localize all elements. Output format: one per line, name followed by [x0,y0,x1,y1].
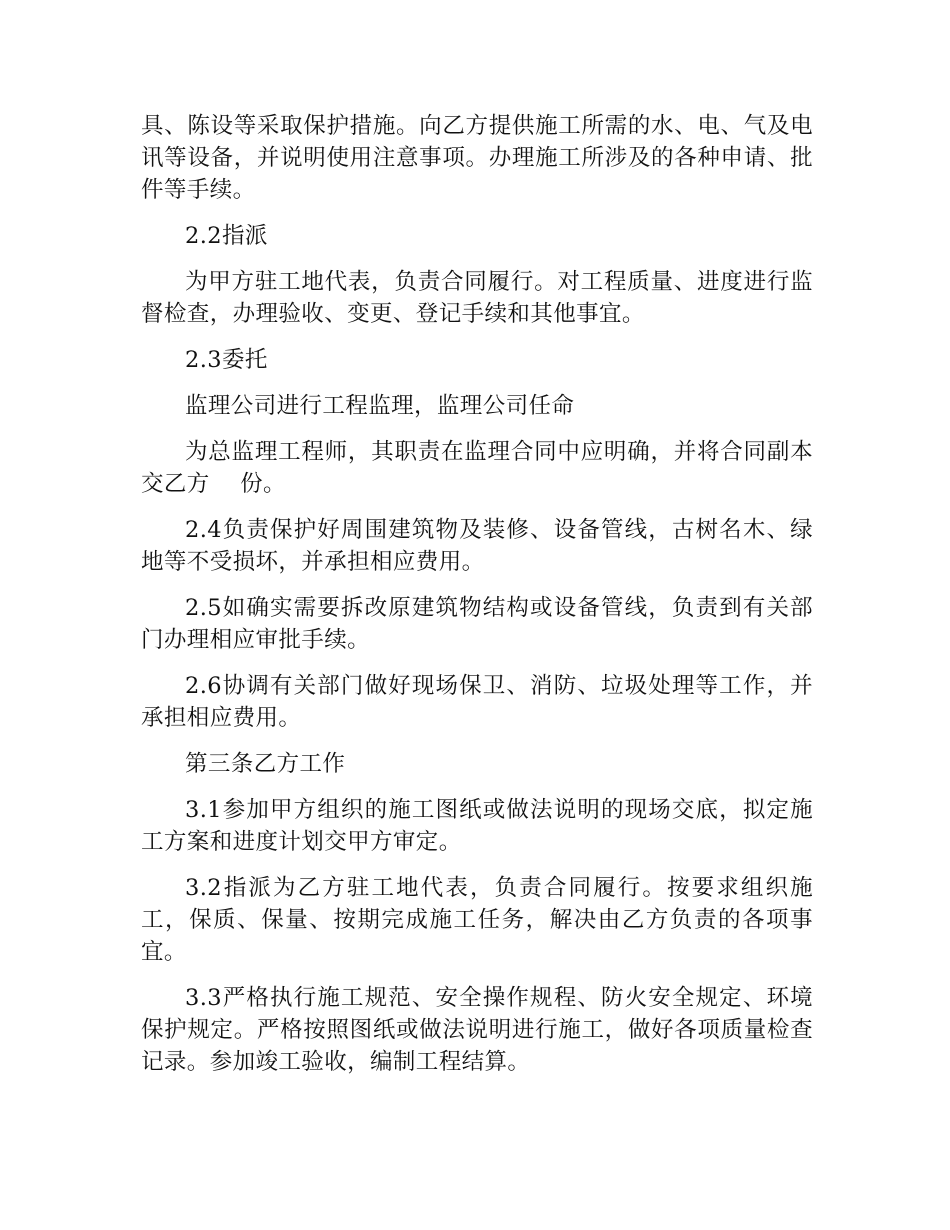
paragraph-3-1: 3.1参加甲方组织的施工图纸或做法说明的现场交底，拟定施工方案和进度计划交甲方审定。 [141,797,813,855]
paragraph-3-2: 3.2指派为乙方驻工地代表，负责合同履行。按要求组织施工，保质、保量、按期完成施工任务，解决由乙方负责的各项事宜。 [141,875,813,965]
paragraph-2-3-heading: 2.3委托 [185,347,268,373]
paragraph-3-3: 3.3严格执行施工规范、安全操作规程、防火安全规定、环境保护规定。严格按照图纸或做法说明进行施工，做好各项质量检查记录。参加竣工验收，编制工程结算。 [141,985,813,1075]
paragraph-2-5: 2.5如确实需要拆改原建筑物结构或设备管线，负责到有关部门办理相应审批手续。 [141,595,813,653]
paragraph-2-2-body: 为甲方驻工地代表，负责合同履行。对工程质量、进度进行监督检查，办理验收、变更、登记手续和其他事宜。 [141,269,813,327]
paragraph-continuation: 具、陈设等采取保护措施。向乙方提供施工所需的水、电、气及电讯等设备，并说明使用注意事项。办理施工所涉及的各种申请、批件等手续。 [141,113,813,203]
paragraph-2-3-detail: 为总监理工程师，其职责在监理合同中应明确，并将合同副本交乙方 份。 [141,439,813,497]
paragraph-2-6: 2.6协调有关部门做好现场保卫、消防、垃圾处理等工作，并承担相应费用。 [141,673,813,731]
paragraph-2-3-body: 监理公司进行工程监理，监理公司任命 [185,393,575,419]
paragraph-2-2-heading: 2.2指派 [185,223,268,249]
paragraph-2-4: 2.4负责保护好周围建筑物及装修、设备管线，古树名木、绿地等不受损坏，并承担相应费用。 [141,517,813,575]
document-body [141,110,813,1092]
section-3-heading: 第三条乙方工作 [185,751,346,777]
